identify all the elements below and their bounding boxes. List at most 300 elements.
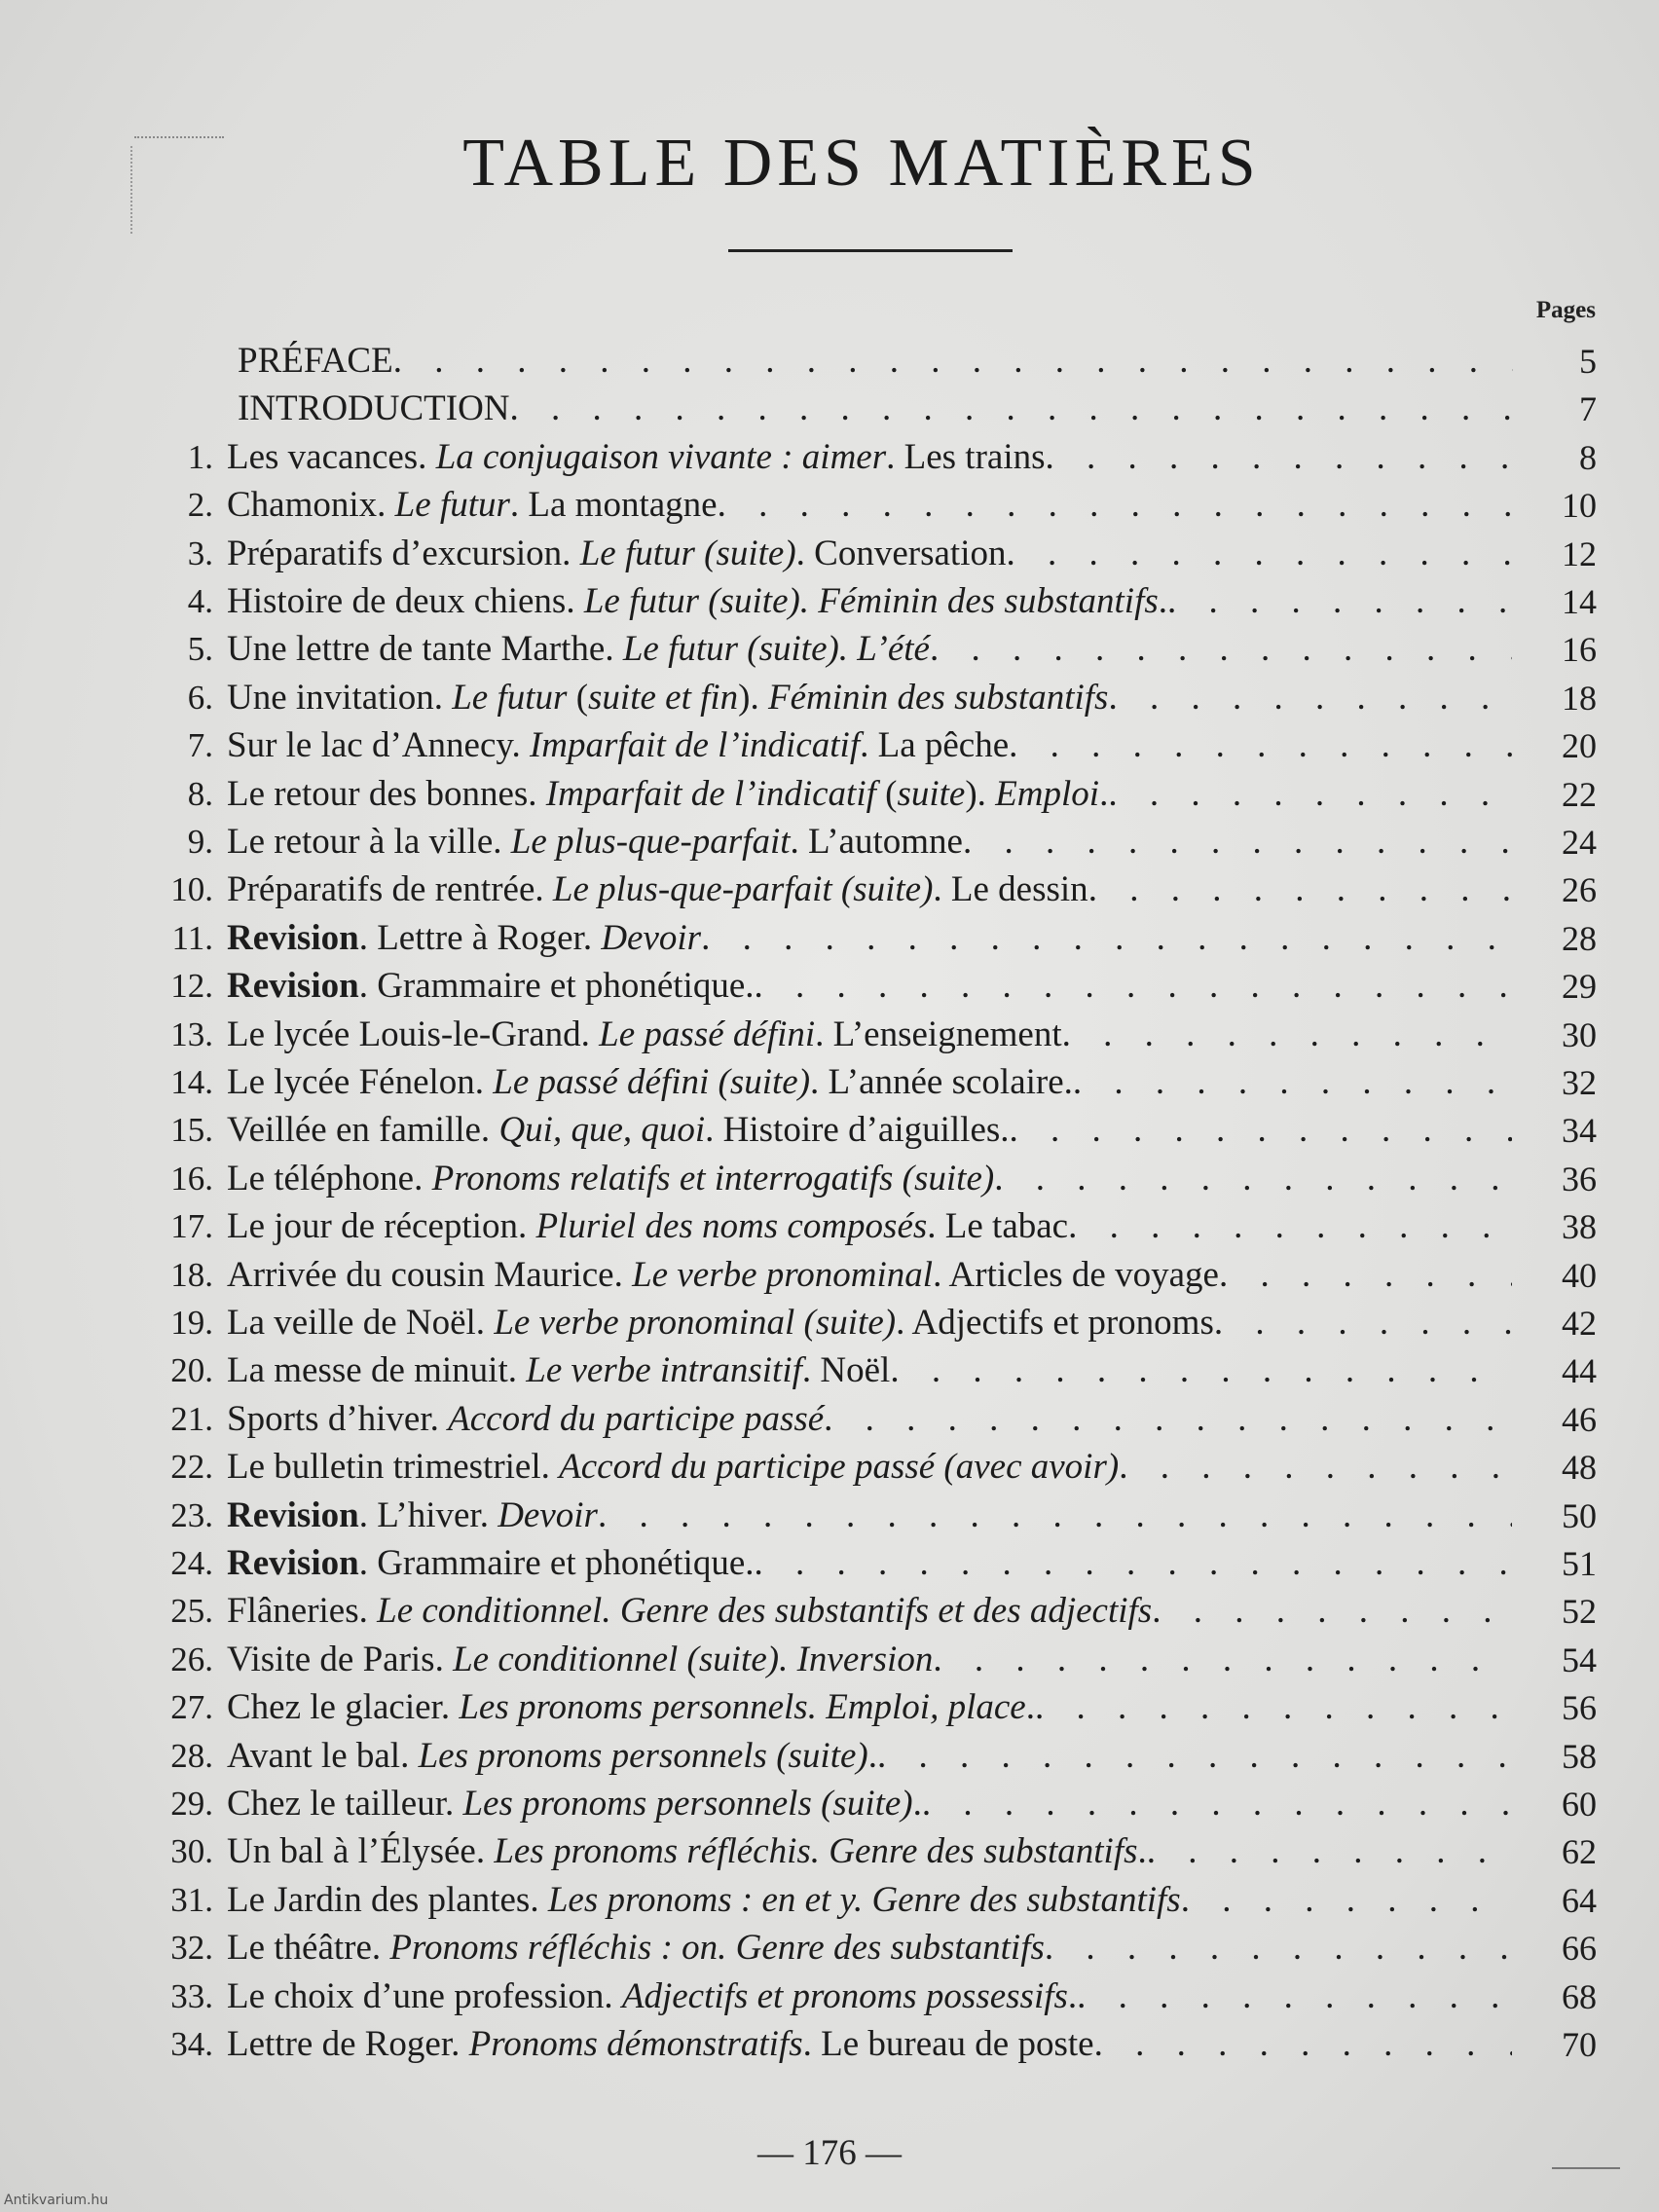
toc-chapter-row [0, 818, 1659, 866]
toc-entry-title [227, 1251, 1219, 1300]
chapter-number: 4. [187, 582, 213, 620]
toc-entry [227, 1827, 1512, 1876]
lesson-text: . [912, 1784, 922, 1824]
lesson-text: Chamonix. [227, 485, 395, 526]
toc-page-number: 42 [1562, 1304, 1597, 1343]
toc-page-number: 56 [1562, 1688, 1597, 1728]
toc-entry [227, 2020, 1512, 2069]
toc-entry-title [227, 1395, 824, 1444]
lesson-text: Le retour des bonnes. [227, 773, 546, 814]
toc-chapter-row [0, 1299, 1659, 1347]
toc-chapter-row [0, 1011, 1659, 1059]
toc-entry-title [227, 1876, 1181, 1925]
toc-entry [227, 1299, 1512, 1347]
toc-page-number: 22 [1562, 774, 1597, 814]
chapter-number: 8. [187, 774, 213, 813]
lesson-text: Le Jardin des plantes. [227, 1879, 548, 1920]
toc-page-number: 44 [1562, 1351, 1597, 1391]
chapter-number: 14. [170, 1063, 213, 1101]
toc-entry-title [227, 530, 1006, 578]
toc-entry [227, 866, 1512, 914]
chapter-number: 27. [170, 1688, 213, 1727]
toc-page-number: 62 [1562, 1832, 1597, 1872]
lesson-text: Une lettre de tante Marthe. [227, 629, 623, 670]
dot-leader [1119, 1443, 1512, 1492]
toc-entry-title [227, 1106, 1010, 1155]
chapter-number: 25. [170, 1592, 213, 1631]
dot-leader [1045, 1924, 1512, 1972]
lesson-text: Histoire de deux chiens. [227, 581, 584, 621]
lesson-text: . La montagne [509, 485, 718, 526]
grammar-topic: Les pronoms personnels. Emploi, place [459, 1687, 1026, 1728]
grammar-topic: Pronoms réfléchis : on. Genre des substantifs [389, 1928, 1045, 1969]
chapter-number: 12. [170, 967, 213, 1006]
dot-leader [1152, 1587, 1512, 1636]
chapter-number: 6. [187, 678, 213, 717]
toc-page-number: 38 [1562, 1207, 1597, 1247]
toc-entry [227, 625, 1512, 674]
grammar-topic: Devoir [498, 1494, 598, 1535]
dot-leader [701, 914, 1512, 963]
dot-leader [824, 1395, 1512, 1444]
toc-entry-title [227, 1346, 890, 1395]
dot-leader [1219, 1251, 1512, 1300]
dot-leader [755, 962, 1512, 1011]
toc-chapter-row [0, 1636, 1659, 1684]
toc-entry [227, 1636, 1512, 1684]
toc-chapter-row [0, 1683, 1659, 1732]
toc-chapter-row [0, 1492, 1659, 1540]
grammar-topic: suite [897, 773, 966, 814]
toc-page-number: 70 [1562, 2025, 1597, 2064]
grammar-topic: Pronoms relatifs et interrogatifs (suite) [431, 1158, 995, 1198]
toc-entry-title [227, 577, 1167, 626]
toc-chapter-row [0, 1106, 1659, 1155]
lesson-text: . L’automne [790, 822, 963, 862]
grammar-topic: Le conditionnel. Genre des substantifs et des adjectifs [377, 1591, 1153, 1632]
toc-entry [238, 385, 1513, 433]
toc-entry-title [227, 1155, 994, 1203]
chapter-number: 5. [187, 630, 213, 669]
toc-entry-title [227, 674, 1108, 722]
chapter-number: 7. [187, 726, 213, 765]
lesson-text: . Le bureau de poste [802, 2024, 1094, 2064]
toc-entry [227, 1251, 1512, 1300]
lesson-text: Veillée en famille. [227, 1110, 499, 1151]
grammar-topic: Le plus-que-parfait (suite) [552, 869, 934, 910]
lesson-text: Chez le glacier. [227, 1687, 460, 1728]
toc-page-number: 40 [1562, 1255, 1597, 1295]
toc-entry [227, 481, 1512, 530]
lesson-text: . [1025, 1687, 1035, 1728]
lesson-text: Préparatifs d’excursion. [227, 533, 580, 573]
toc-entry-title [227, 1492, 598, 1540]
toc-entry [227, 1155, 1512, 1203]
grammar-topic: Pronoms démonstratifs [468, 2024, 803, 2064]
toc-entry [227, 433, 1512, 482]
chapter-number: 1. [187, 437, 213, 476]
dot-leader [1068, 1202, 1512, 1251]
lesson-text: . [1158, 581, 1168, 621]
toc-chapter-row [0, 721, 1659, 770]
grammar-topic: Féminin des substantifs [768, 677, 1109, 718]
lesson-text: Le choix d’une profession. [227, 1975, 622, 2016]
lesson-text: . Articles de voyage [933, 1254, 1219, 1295]
toc-page-number: 34 [1562, 1111, 1597, 1151]
dot-leader [1181, 1876, 1512, 1925]
chapter-number: 30. [170, 1832, 213, 1871]
dot-leader [1077, 1972, 1512, 2021]
lesson-text: Avant le bal. [227, 1735, 419, 1776]
lesson-text: Préparatifs de rentrée. [227, 869, 553, 910]
toc-page-number: 29 [1562, 967, 1597, 1007]
toc-page-number: 20 [1562, 726, 1597, 766]
toc-entry-title [227, 866, 1088, 914]
grammar-topic: Les pronoms personnels (suite) [462, 1784, 913, 1824]
toc-page-number: 68 [1562, 1976, 1597, 2016]
grammar-topic: Le plus-que-parfait [510, 822, 791, 862]
toc-page-number: 48 [1562, 1448, 1597, 1488]
toc-page-number: 46 [1562, 1399, 1597, 1439]
lesson-text: ( [885, 773, 898, 814]
lesson-text: . Les trains [886, 436, 1046, 477]
toc-entry-title [227, 1202, 1068, 1251]
toc-entry-title [227, 1443, 1119, 1492]
toc-chapter-row [0, 1972, 1659, 2021]
chapter-number: 24. [170, 1544, 213, 1582]
toc-entry-title [227, 1732, 877, 1781]
toc-entry [227, 1587, 1512, 1636]
dot-leader [393, 337, 1513, 386]
dot-leader [1062, 1011, 1512, 1059]
lesson-text: La messe de minuit. [227, 1350, 527, 1391]
toc-page-number: 58 [1562, 1736, 1597, 1776]
dot-leader [1009, 721, 1512, 770]
dot-leader [922, 1780, 1512, 1828]
toc-front-matter-row [0, 337, 1659, 386]
dot-leader [1108, 770, 1512, 819]
toc-page-number: 52 [1562, 1592, 1597, 1632]
grammar-topic: Le futur (suite) [579, 533, 796, 573]
chapter-number: 15. [170, 1111, 213, 1150]
toc-entry [227, 674, 1512, 722]
toc-chapter-row [0, 1732, 1659, 1781]
toc-entry-title [227, 1299, 1214, 1347]
chapter-number: 10. [170, 870, 213, 909]
chapter-number: 26. [170, 1640, 213, 1678]
chapter-number: 28. [170, 1736, 213, 1775]
lesson-text: . Lettre à Roger. [358, 917, 602, 958]
dot-leader [1094, 2020, 1512, 2069]
chapter-number: 18. [170, 1255, 213, 1294]
toc-chapter-row [0, 1587, 1659, 1636]
grammar-topic: Le futur (suite). L’été [622, 629, 930, 670]
grammar-topic: Qui, que, quoi [498, 1110, 706, 1151]
grammar-topic: Le conditionnel (suite). Inversion [453, 1639, 934, 1679]
chapter-number: 17. [170, 1207, 213, 1246]
toc-chapter-row [0, 1780, 1659, 1828]
dot-leader [994, 1155, 1512, 1203]
toc-entry-title [227, 1972, 1077, 2021]
chapter-number: 3. [187, 534, 213, 572]
grammar-topic: Le futur [394, 485, 510, 526]
toc-page-number: 16 [1562, 630, 1597, 670]
lesson-text: Lettre de Roger. [227, 2024, 469, 2064]
toc-chapter-row [0, 2020, 1659, 2069]
dot-leader [1010, 1106, 1512, 1155]
toc-chapter-row [0, 1202, 1659, 1251]
page-title: TABLE DES MATIÈRES [462, 126, 1261, 201]
toc-chapter-row [0, 770, 1659, 819]
dot-leader [1046, 433, 1513, 482]
toc-entry [227, 1011, 1512, 1059]
dot-leader [510, 385, 1513, 433]
chapter-number: 32. [170, 1929, 213, 1968]
toc-page-number: 24 [1562, 823, 1597, 862]
lesson-text: La veille de Noël. [227, 1303, 495, 1343]
lesson-text: Le bulletin trimestriel. [227, 1447, 560, 1488]
toc-entry-title [227, 1011, 1062, 1059]
toc-entry-title [227, 1683, 1035, 1732]
pages-column-label: Pages [1535, 297, 1596, 323]
grammar-topic: Le futur (suite). Féminin des substantifs [583, 581, 1159, 621]
toc-chapter-row [0, 962, 1659, 1011]
toc-entry [227, 1876, 1512, 1925]
toc-entry [227, 914, 1512, 963]
toc-entry-title [227, 914, 701, 963]
grammar-topic: Le verbe intransitif [526, 1350, 802, 1391]
toc-entry-title [227, 1587, 1152, 1636]
toc-page-number: 7 [1579, 389, 1597, 429]
toc-entry [227, 962, 1512, 1011]
lesson-text: Sports d’hiver. [227, 1398, 449, 1439]
toc-page-number: 36 [1562, 1159, 1597, 1198]
toc-page-number: 26 [1562, 870, 1597, 910]
lesson-text: Les vacances. [227, 436, 436, 477]
dot-leader [1108, 674, 1512, 722]
toc-entry [227, 1924, 1512, 1972]
lesson-text: Le téléphone. [227, 1158, 432, 1198]
dot-leader [930, 625, 1512, 674]
chapter-number: 34. [170, 2025, 213, 2063]
toc-entry-title [227, 721, 1009, 770]
toc-front-matter-row [0, 385, 1659, 433]
grammar-topic: Les pronoms réfléchis. Genre des substantifs [494, 1831, 1138, 1872]
lesson-text: Chez le tailleur. [227, 1784, 463, 1824]
toc-entry [227, 1732, 1512, 1781]
lesson-text: . [1067, 1975, 1078, 2016]
grammar-topic: Le passé défini [599, 1014, 816, 1054]
dot-leader [1147, 1827, 1512, 1876]
toc-page-number: 28 [1562, 918, 1597, 958]
grammar-topic: Pluriel des noms composés [535, 1206, 928, 1247]
chapter-number: 21. [170, 1399, 213, 1438]
toc-chapter-row [0, 1395, 1659, 1444]
grammar-topic: Adjectifs et pronoms possessifs [621, 1975, 1068, 2016]
toc-chapter-row [0, 1443, 1659, 1492]
chapter-number: 20. [170, 1351, 213, 1390]
dot-leader [755, 1539, 1512, 1588]
toc-entry-title [227, 481, 718, 530]
toc-chapter-row [0, 481, 1659, 530]
grammar-topic: Accord du participe passé [448, 1398, 825, 1439]
toc-chapter-row [0, 1924, 1659, 1972]
toc-chapter-row [0, 577, 1659, 626]
grammar-topic: Imparfait de l’indicatif [529, 725, 861, 766]
chapter-number: 2. [187, 486, 213, 525]
lesson-text: . Noël [801, 1350, 891, 1391]
chapter-number: 9. [187, 823, 213, 861]
lesson-text: Le lycée Fénelon. [227, 1062, 494, 1102]
dot-leader [963, 818, 1512, 866]
toc-entry [227, 1443, 1512, 1492]
toc-chapter-row [0, 1876, 1659, 1925]
toc-page-number: 50 [1562, 1495, 1597, 1535]
lesson-text: Un bal à l’Élysée. [227, 1831, 495, 1872]
toc-chapter-row [0, 433, 1659, 482]
revision-label: Revision [227, 1543, 359, 1583]
toc-entry-title [227, 1058, 1073, 1107]
grammar-topic: Le verbe pronominal [632, 1254, 934, 1295]
toc-entry-title [227, 2020, 1094, 2069]
toc-page-number: 12 [1562, 534, 1597, 573]
toc-entry [227, 1780, 1512, 1828]
grammar-topic: La conjugaison vivante : aimer [435, 436, 887, 477]
lesson-text: Flâneries. [227, 1591, 378, 1632]
lesson-text: . Adjectifs et pronoms [896, 1303, 1214, 1343]
lesson-text: Le retour à la ville. [227, 822, 511, 862]
lesson-text: . [1137, 1831, 1147, 1872]
toc-entry [227, 1539, 1512, 1588]
dot-leader [1006, 530, 1512, 578]
grammar-topic: suite et fin [588, 677, 739, 718]
toc-entry-title [227, 625, 930, 674]
toc-entry-title [227, 1636, 933, 1684]
lesson-text: Arrivée du cousin Maurice. [227, 1254, 633, 1295]
grammar-topic: Le verbe pronominal (suite) [494, 1303, 897, 1343]
toc-entry [227, 1683, 1512, 1732]
dot-leader [933, 1636, 1512, 1684]
lesson-text: . Histoire d’aiguilles. [705, 1110, 1010, 1151]
dot-leader [598, 1492, 1512, 1540]
toc-entry [227, 818, 1512, 866]
toc-entry [227, 721, 1512, 770]
toc-chapter-row [0, 625, 1659, 674]
chapter-number: 31. [170, 1880, 213, 1919]
dot-leader [1035, 1683, 1512, 1732]
toc-entry-title [227, 770, 1108, 819]
toc-entry [227, 1346, 1512, 1395]
lesson-text: . La pêche [860, 725, 1010, 766]
chapter-number: 23. [170, 1495, 213, 1534]
lesson-text: ). [965, 773, 996, 814]
toc-entry-title [227, 1780, 922, 1828]
toc-chapter-row [0, 866, 1659, 914]
lesson-text: ). [738, 677, 768, 718]
dot-leader [877, 1732, 1512, 1781]
lesson-text: Le jour de réception. [227, 1206, 536, 1247]
lesson-text: . L’enseignement [815, 1014, 1062, 1054]
toc-page-number: 8 [1579, 437, 1597, 477]
revision-label: Revision [227, 966, 359, 1007]
toc-entry [227, 1492, 1512, 1540]
toc-entry [227, 530, 1512, 578]
toc-chapter-row [0, 914, 1659, 963]
grammar-topic: Emploi [995, 773, 1100, 814]
toc-entry-title [227, 1827, 1147, 1876]
toc-chapter-row [0, 1827, 1659, 1876]
page-scuff-mark [1552, 2167, 1620, 2171]
toc-chapter-row [0, 1058, 1659, 1107]
title-divider [728, 249, 1013, 252]
lesson-text: Visite de Paris. [227, 1639, 454, 1679]
toc-chapter-row [0, 530, 1659, 578]
toc-page-number: 54 [1562, 1640, 1597, 1679]
revision-label: Revision [227, 1494, 359, 1535]
toc-page-number: 51 [1562, 1544, 1597, 1583]
lesson-text: . [1099, 773, 1109, 814]
toc-page-number: 64 [1562, 1880, 1597, 1920]
lesson-text: . L’année scolaire. [810, 1062, 1073, 1102]
chapter-number: 11. [171, 918, 213, 957]
revision-label: Revision [227, 917, 359, 958]
page-number: — 176 — [757, 2133, 902, 2173]
toc-entry [238, 337, 1513, 386]
toc-entry-title: PRÉFACE [238, 341, 393, 381]
chapter-number: 22. [170, 1448, 213, 1487]
lesson-text: . Conversation [795, 533, 1007, 573]
toc-entry [227, 1202, 1512, 1251]
toc-entry-title [227, 1924, 1045, 1972]
chapter-number: 13. [170, 1014, 213, 1053]
toc-page-number: 5 [1579, 342, 1597, 381]
toc-chapter-row [0, 674, 1659, 722]
toc-page-number: 14 [1562, 582, 1597, 621]
chapter-number: 19. [170, 1304, 213, 1342]
toc-page-number: 30 [1562, 1014, 1597, 1054]
lesson-text: Une invitation. [227, 677, 453, 718]
dot-leader [1167, 577, 1512, 626]
grammar-topic: Devoir [601, 917, 702, 958]
grammar-topic: Le passé défini (suite) [493, 1062, 811, 1102]
toc-chapter-row [0, 1155, 1659, 1203]
toc-entry [227, 1106, 1512, 1155]
grammar-topic: Le futur [452, 677, 576, 718]
toc-page-number: 10 [1562, 486, 1597, 526]
toc-entry-title [227, 433, 1046, 482]
chapter-number: 29. [170, 1785, 213, 1823]
lesson-text: . Le tabac [927, 1206, 1069, 1247]
toc-entry-title [227, 962, 755, 1011]
dot-leader [1214, 1299, 1512, 1347]
lesson-text: Sur le lac d’Annecy. [227, 725, 530, 766]
grammar-topic: Imparfait de l’indicatif [545, 773, 886, 814]
lesson-text: Le lycée Louis-le-Grand. [227, 1014, 600, 1054]
lesson-text: . Grammaire et phonétique. [358, 966, 755, 1007]
grammar-topic: Les pronoms personnels (suite) [418, 1735, 868, 1776]
dot-leader [1088, 866, 1512, 914]
toc-entry-title: INTRODUCTION [238, 388, 510, 429]
grammar-topic: Accord du participe passé (avec avoir) [559, 1447, 1120, 1488]
lesson-text: . Le dessin [933, 869, 1088, 910]
lesson-text: . Grammaire et phonétique. [358, 1543, 755, 1583]
lesson-text: ( [575, 677, 589, 718]
toc-entry [227, 1972, 1512, 2021]
grammar-topic: Les pronoms : en et y. Genre des substantifs [547, 1879, 1181, 1920]
chapter-number: 33. [170, 1976, 213, 2015]
chapter-number: 16. [170, 1159, 213, 1198]
lesson-text: . [867, 1735, 877, 1776]
